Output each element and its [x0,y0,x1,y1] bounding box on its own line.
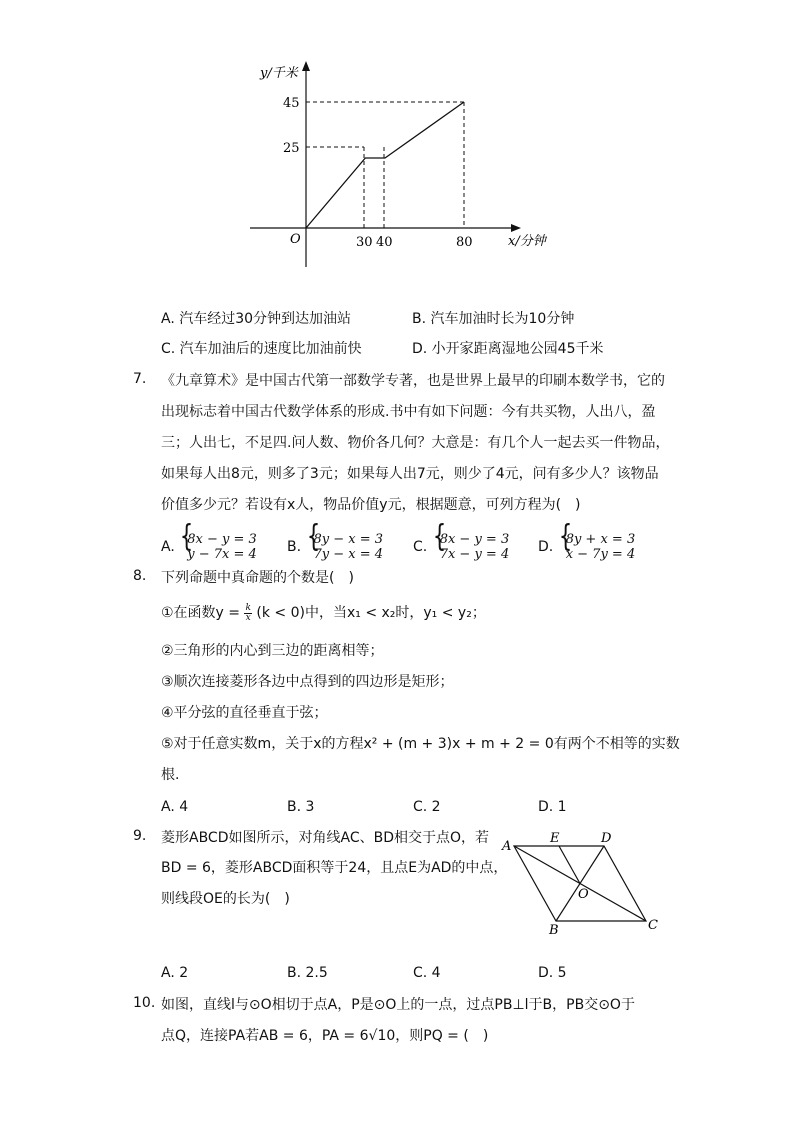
fraction-denominator: x [245,612,251,623]
q10-stem-line-1: 如图，直线l与⊙O相切于点A，P是⊙O上的一点，过点PB⊥l于B，PB交⊙O于 [161,997,635,1013]
q7-number: 7. [133,371,147,387]
equation-system [179,532,257,562]
q7-option-d[interactable] [538,532,635,562]
option-label: A. [161,539,175,555]
q10-number: 10. [133,995,156,1011]
equation: y − 7x = 4 [187,547,257,562]
q9-option-c[interactable]: C. 4 [413,965,441,981]
equation: x − 7y = 4 [565,547,636,562]
q10-stem-line-2: 点Q，连接PA若AB = 6，PA = 6√10，则PQ = ( ) [161,1028,489,1044]
q8-option-a[interactable]: A. 4 [161,799,189,815]
equation: { 8x − y = 3 [187,532,257,547]
label-b: B [549,923,559,938]
q7-stem-line-1: 《九章算术》是中国古代第一部数学专著，也是世界上最早的印刷本数学书，它的 [161,373,665,389]
origin-label: O [290,232,301,247]
q7-option-c[interactable] [413,532,509,562]
q8-item-4: ④平分弦的直径垂直于弦； [161,705,328,721]
rhombus-figure [496,826,666,938]
q9-option-d[interactable]: D. 5 [538,965,567,981]
q9-option-a[interactable]: A. 2 [161,965,189,981]
equation: { 8x − y = 3 [439,532,510,547]
distance-line [306,102,464,228]
y-axis-label: y/千米 [260,66,298,81]
option-label: B. [287,539,302,555]
q8-item-5-line-2: 根. [161,767,180,783]
q9-stem-line-2: BD = 6，菱形ABCD面积等于24，且点E为AD的中点， [161,860,508,876]
y-tick-45: 45 [283,96,300,111]
equation: { 8y − x = 3 [313,532,384,547]
q8-item-1 [161,603,486,623]
label-a: A [502,839,512,854]
label-e: E [550,831,560,846]
x-axis-label: x/分钟 [508,234,546,249]
q8-item-5-line-1: ⑤对于任意实数m，关于x的方程x² + (m + 3)x + m + 2 = 0有两个不相等的实数 [161,736,680,752]
q7-stem-line-3: 三；人出七，不足四.问人数、物价各几何？大意是：有几个人一起去买一件物品， [161,435,670,451]
q9-number: 9. [133,828,147,844]
q7-stem-line-5: 价值多少元？若设有x人，物品价值y元，根据题意，可列方程为( ) [161,497,581,513]
equation-system [558,532,636,562]
fraction-numerator: k [245,602,251,613]
q8-item-2: ②三角形的内心到三边的距离相等； [161,643,384,659]
label-o: O [578,887,589,902]
equation-system [432,532,510,562]
q6-option-d[interactable]: D. 小开家距离湿地公园45千米 [412,341,604,357]
item-text: ①在函数y = [161,605,241,621]
label-c: C [648,918,658,933]
q7-stem-line-4: 如果每人出8元，则多了3元；如果每人出7元，则少了4元，问有多少人？该物品 [161,466,659,482]
option-label: D. [538,539,554,555]
q7-option-a[interactable] [161,532,257,562]
q9-stem-line-1: 菱形ABCD如图所示，对角线AC、BD相交于点O，若 [161,830,490,846]
q6-option-c[interactable]: C. 汽车加油后的速度比加油前快 [161,341,362,357]
equation-system [306,532,384,562]
y-tick-25: 25 [283,141,300,156]
equation: { 8y + x = 3 [565,532,636,547]
q6-option-a[interactable]: A. 汽车经过30分钟到达加油站 [161,311,352,327]
q8-stem: 下列命题中真命题的个数是( ) [161,570,354,586]
equation: 7x − y = 4 [439,547,510,562]
x-axis-arrow [511,224,521,232]
item-text: (k < 0)中，当x₁ < x₂时，y₁ < y₂； [256,605,486,621]
distance-time-graph [240,55,560,280]
fraction [244,604,251,623]
q8-option-d[interactable]: D. 1 [538,799,567,815]
q8-item-3: ③顺次连接菱形各边中点得到的四边形是矩形； [161,674,454,690]
option-label: C. [413,539,428,555]
x-tick-40: 40 [376,235,393,250]
q8-option-b[interactable]: B. 3 [287,799,315,815]
q6-option-b[interactable]: B. 汽车加油时长为10分钟 [412,311,575,327]
q9-option-b[interactable]: B. 2.5 [287,965,328,981]
q8-option-c[interactable]: C. 2 [413,799,441,815]
q7-option-b[interactable] [287,532,383,562]
q8-number: 8. [133,568,147,584]
y-axis-arrow [302,61,310,71]
equation: 7y − x = 4 [313,547,384,562]
q9-stem-line-3: 则线段OE的长为( ) [161,891,290,907]
label-d: D [601,831,612,846]
guide-lines [306,102,464,228]
q7-stem-line-2: 出现标志着中国古代数学体系的形成.书中有如下问题：今有共买物，人出八，盈 [161,404,656,420]
x-tick-80: 80 [456,235,473,250]
x-tick-30: 30 [356,235,373,250]
